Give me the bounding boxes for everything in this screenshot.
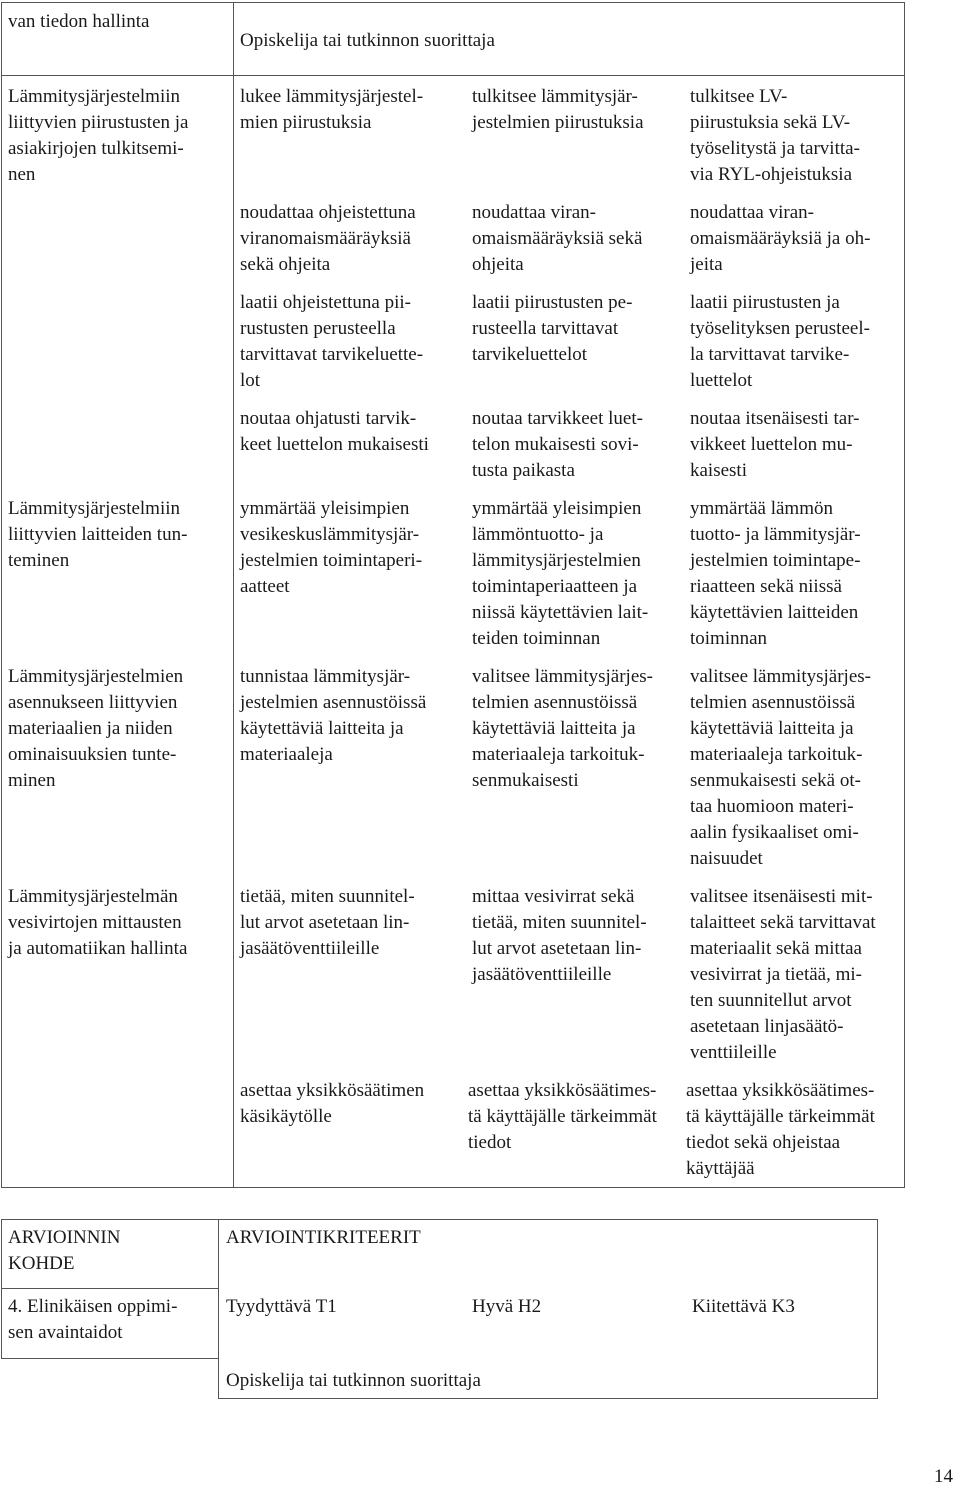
row2-item1-satisfactory: ymmärtää yleisimpien vesikeskuslämmitysjär- jestelmien toimintaperi- aatteet [240,498,423,597]
row4-topic: Lämmitysjärjestelmän vesivirtojen mittausten ja automatiikan hallinta [8,886,188,959]
row1-item2-excellent: noudattaa viran- omaismääräyksiä ja oh- jeita [690,202,871,275]
row1-item3-satisfactory: laatii ohjeistettuna pii- rustusten perusteella tarvittavat tarvikeluette- lot [240,292,424,391]
row3-item1-excellent: valitsee lämmitysjärjes- telmien asennustöissä käytettäviä laitteita ja materiaaleja tarkoituk- senmukaisesti sekä ot- taa huomioon materi- aalin fysikaaliset omi- naisuudet [690,666,871,869]
table2-level-good: Hyvä H2 [472,1296,542,1317]
row4-item2-good: asettaa yksikkösäätimes- tä käyttäjälle tärkeimmät tiedot [468,1080,657,1153]
table2-left-border [1,1219,2,1359]
row4-item1-excellent: valitsee itsenäisesti mit- talaitteet sekä tarvittavat materiaalit sekä mittaa vesivirrat ja tietää, mi- ten suunnitellut arvot asetetaan linjasäätö- venttiileille [690,886,876,1063]
row1-topic: Lämmitysjärjestelmiin liittyvien piirustusten ja asiakirjojen tulkitsemi- nen [8,86,189,185]
table2-header-divider-left [1,1288,218,1289]
row4-item1-satisfactory: tietää, miten suunnitel- lut arvot asetetaan lin- jasäätöventtiileille [240,886,415,959]
table2-footer: Opiskelija tai tutkinnon suorittaja [226,1370,481,1391]
row3-topic: Lämmitysjärjestelmien asennukseen liittyvien materiaalien ja niiden ominaisuuksien tunte- minen [8,666,184,791]
row1-item4-satisfactory: noutaa ohjatusti tarvik- keet luettelon mukaisesti [240,408,429,455]
row1-item3-excellent: laatii piirustusten ja työselityksen perusteel- la tarvittavat tarvike- luettelot [690,292,870,391]
table1-top-border [1,2,905,3]
table1-header-left: van tiedon hallinta [8,11,150,32]
row2-item1-excellent: ymmärtää lämmön tuotto- ja lämmitysjär- jestelmien toimintape- riaatteen sekä niissä käytettävien laitteiden toiminnan [690,498,861,649]
row1-item1-satisfactory: lukee lämmitysjärjestel- mien piirustuksia [240,86,424,133]
row3-item1-satisfactory: tunnistaa lämmitysjär- jestelmien asennustöissä käytettäviä laitteita ja materiaaleja [240,666,427,765]
table1-header-divider [1,75,905,76]
row2-topic: Lämmitysjärjestelmiin liittyvien laitteiden tun- teminen [8,498,188,571]
table2-header-right: ARVIOINTIKRITEERIT [226,1227,421,1248]
table1-left-border [1,2,2,1188]
table1-column-divider [233,2,234,1188]
table1-header-right: Opiskelija tai tutkinnon suorittaja [240,30,495,51]
row1-item2-satisfactory: noudattaa ohjeistettuna viranomaismääräyksiä sekä ohjeita [240,202,416,275]
table1-right-border [904,2,905,1188]
table2-row-bottom-left [1,1358,218,1359]
table2-row-topic: 4. Elinikäisen oppimi- sen avaintaidot [8,1296,178,1343]
row1-item2-good: noudattaa viran- omaismääräyksiä sekä ohjeita [472,202,643,275]
row4-item2-excellent: asettaa yksikkösäätimes- tä käyttäjälle tärkeimmät tiedot sekä ohjeistaa käyttäjää [686,1080,875,1179]
table2-bottom-border [218,1398,878,1399]
table2-right-border [877,1219,878,1399]
table1-bottom-border [1,1187,905,1188]
table2-column-divider [218,1219,219,1399]
row1-item4-good: noutaa tarvikkeet luet- telon mukaisesti sovi- tusta paikasta [472,408,643,481]
page-number: 14 [934,1466,953,1487]
row4-item2-satisfactory: asettaa yksikkösäätimen käsikäytölle [240,1080,425,1127]
row1-item1-good: tulkitsee lämmitysjär- jestelmien piirustuksia [472,86,644,133]
row3-item1-good: valitsee lämmitysjärjes- telmien asennustöissä käytettäviä laitteita ja materiaaleja tarkoituk- senmukaisesti [472,666,653,791]
row4-item1-good: mittaa vesivirrat sekä tietää, miten suunnitel- lut arvot asetetaan lin- jasäätöventtiileille [472,886,647,985]
row1-item3-good: laatii piirustusten pe- rusteella tarvittavat tarvikeluettelot [472,292,633,365]
table2-header-left: ARVIOINNIN KOHDE [8,1227,121,1274]
row1-item1-excellent: tulkitsee LV- piirustuksia sekä LV- työselitystä ja tarvitta- via RYL-ohjeistuksia [690,86,860,185]
row2-item1-good: ymmärtää yleisimpien lämmöntuotto- ja lämmitysjärjestelmien toimintaperiaatteen ja niissä käytettävien lait- teiden toiminnan [472,498,649,649]
table2-level-excellent: Kiitettävä K3 [692,1296,795,1317]
table2-top-border-right [218,1219,878,1220]
row1-item4-excellent: noutaa itsenäisesti tar- vikkeet luettelon mu- kaisesti [690,408,860,481]
table2-top-border-left [1,1219,218,1220]
table2-level-satisfactory: Tyydyttävä T1 [226,1296,337,1317]
